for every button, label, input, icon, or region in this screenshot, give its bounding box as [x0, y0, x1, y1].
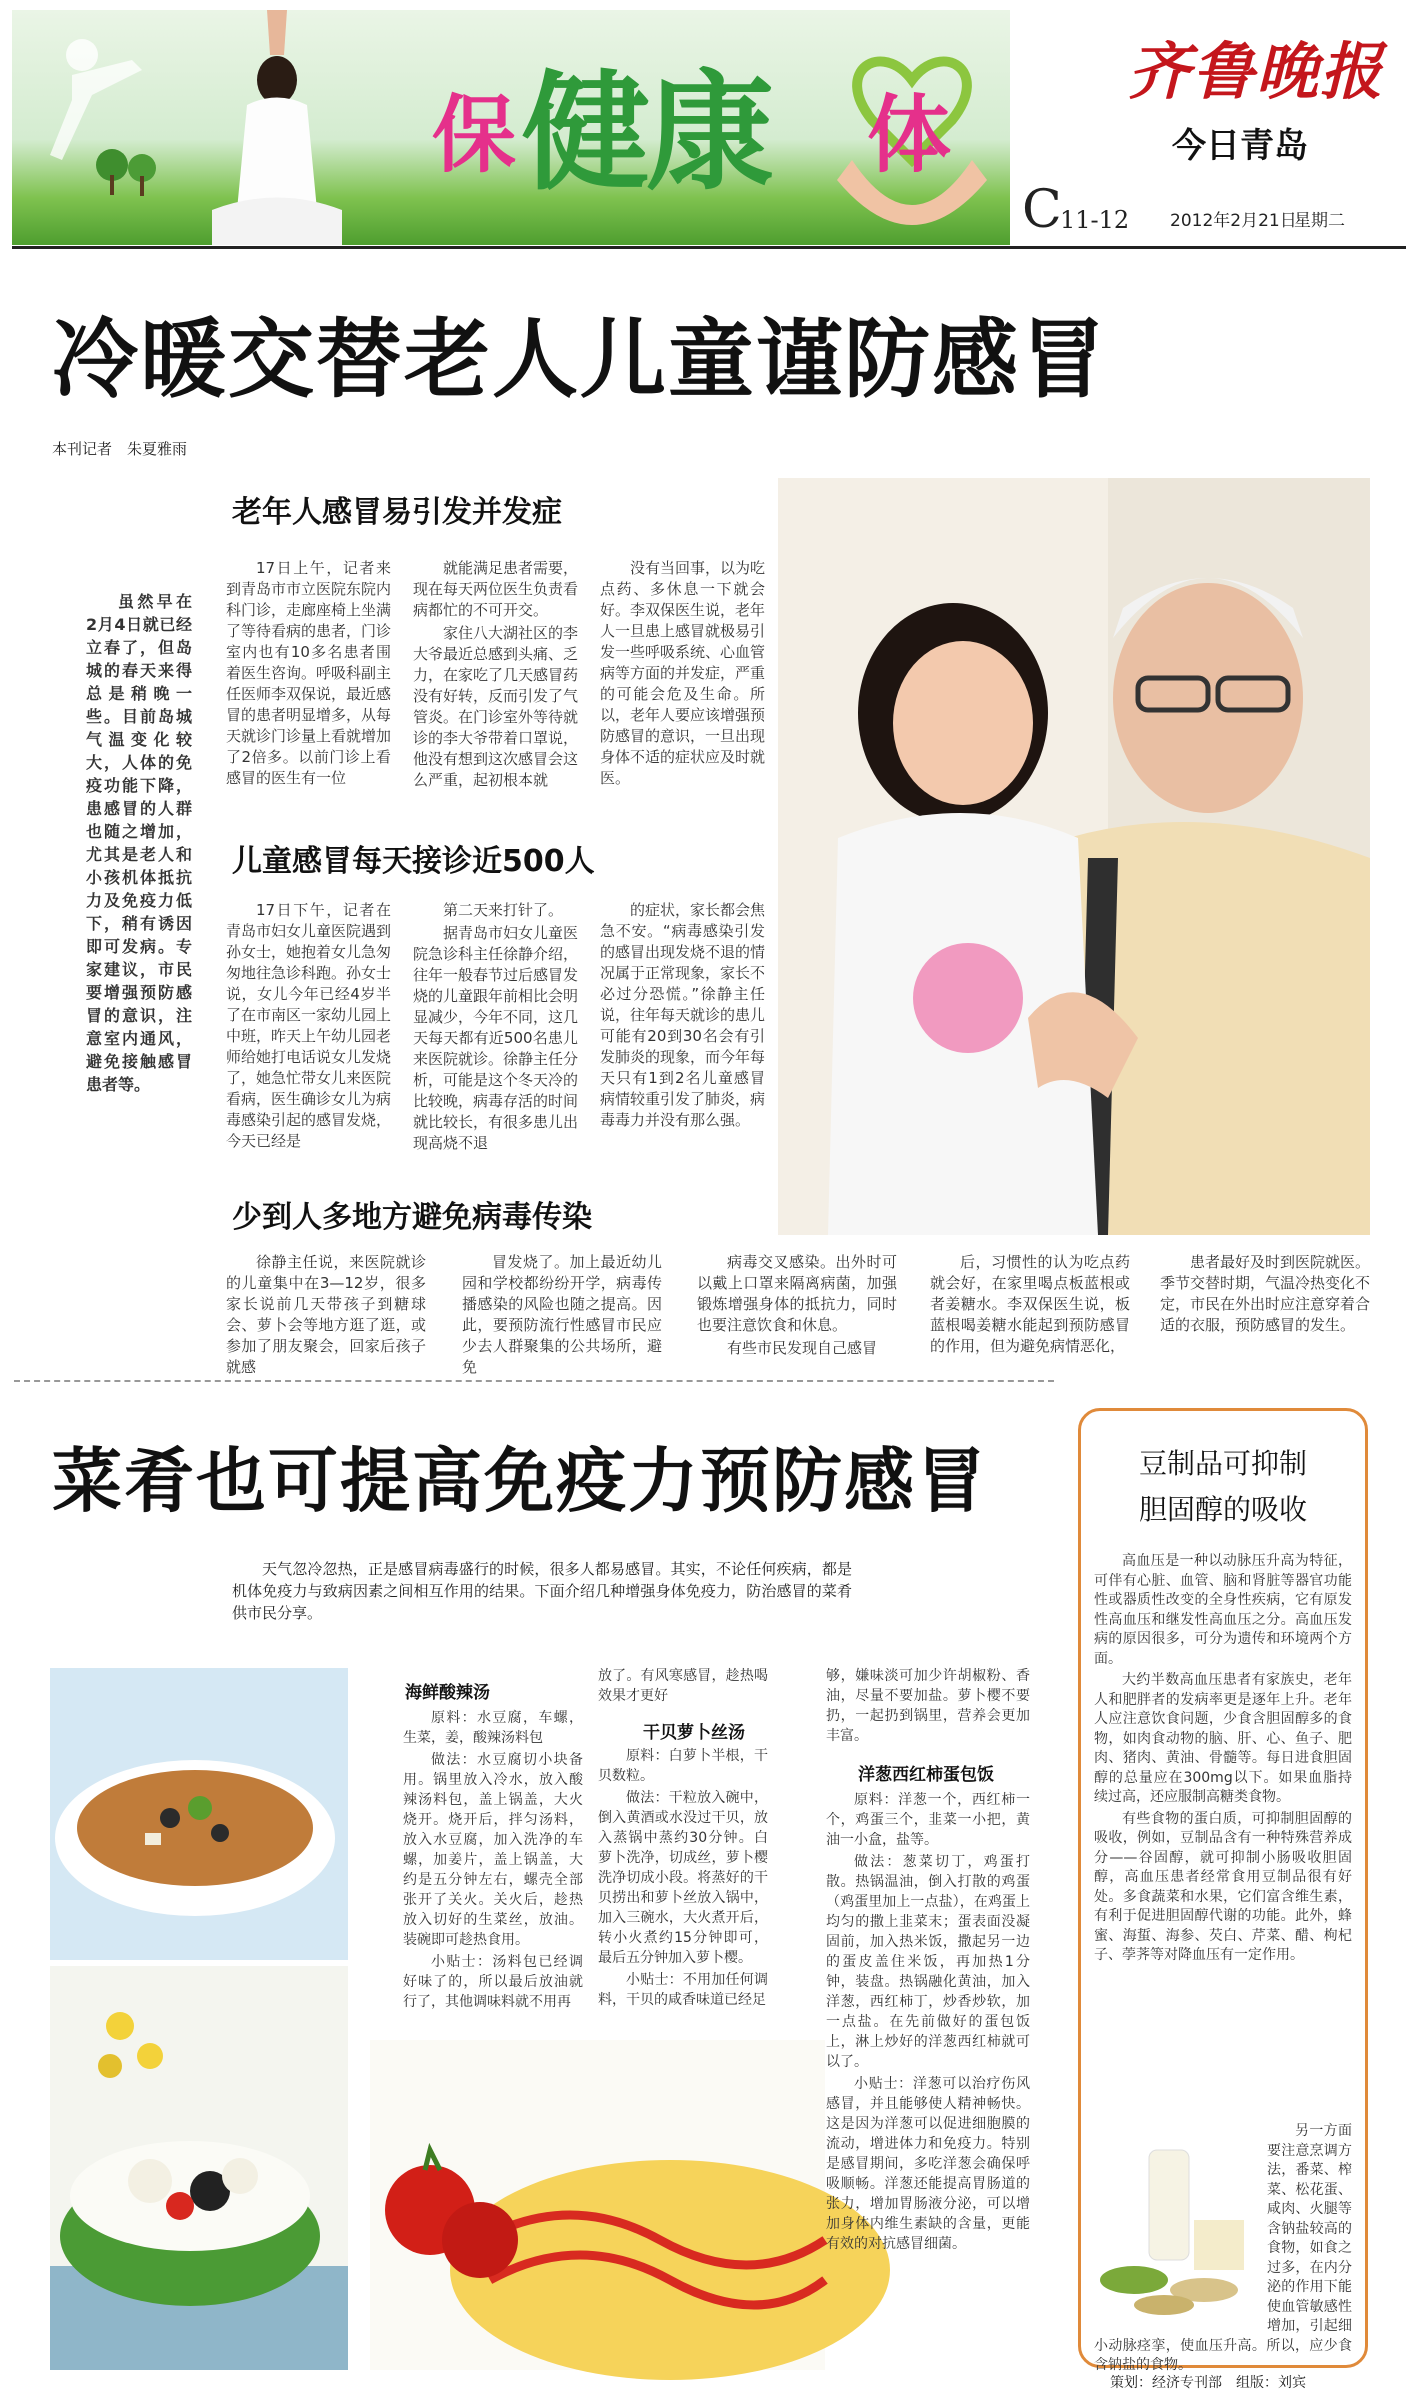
article1-headline: 冷暖交替老人儿童谨防感冒: [52, 310, 1108, 410]
article1-sub3-col1: 徐静主任说，来医院就诊的儿童集中在3—12岁，很多家长说前几天带孩子到糖球会、萝卜会等地方逛了逛，或参加了朋友聚会，回家后孩子就感: [226, 1253, 426, 1376]
recipe2-method: 做法：干粒放入碗中，倒入黄酒或水没过干贝，放入蒸锅中蒸约30分钟。白萝卜洗净，切成丝，萝卜樱洗净切成小段。将蒸好的干贝捞出和萝卜丝放入锅中，加入三碗水，大火煮开后，转小火煮约15分钟即可，最后五分钟加入萝卜樱。: [598, 1790, 768, 1966]
recipe3-tip: 小贴士：洋葱可以治疗伤风感冒，并且能够使人精神畅快。这是因为洋葱可以促进细胞膜的流动，增进体力和免疫力。特别是感冒期间，多吃洋葱会确保呼吸顺畅。洋葱还能提高胃肠道的张力，增加胃肠液分泌，可以增加身体内维生素缺的含量，更能有效的对抗感冒细菌。: [826, 2076, 1030, 2252]
sidebar-title-line1: 豆制品可抑制: [1138, 1447, 1307, 1480]
grandfather-granddaughter-photo: [778, 478, 1370, 1235]
article1-sub3-col2: 冒发烧了。加上最近幼儿园和学校都纷纷开学，病毒传播感染的风险也随之提高。因此，要预防流行性感冒市民应少去人群聚集的公共场所，避免: [462, 1253, 662, 1376]
recipe2-tip-continued: 够，嫌味淡可加少许胡椒粉、香油，尽量不要加盐。萝卜樱不要扔，一起扔到锅里，营养会更加丰富。: [826, 1668, 1030, 1744]
edition-name: 今日青岛: [1172, 126, 1308, 166]
article1-subhead-crowds: 少到人多地方避免病毒传染: [232, 1200, 592, 1235]
article1-sub1-col3: 没有当回事，以为吃点药、多休息一下就会好。李双保医生说，老年人一旦患上感冒就极易引发一些呼吸系统、心血管病等方面的并发症，严重的可能会危及生命。所以，老年人要应该增强预防感冒的意识，一旦出现身体不适的症状应及时就医。: [600, 559, 766, 787]
article1-sub3-col3: 病毒交叉感染。出外时可以戴上口罩来隔离病菌，加强锻炼增强身体的抵抗力，同时也要注意饮食和休息。 有些市民发现自己感冒: [697, 1253, 897, 1357]
recipe1-tip: 小贴士：汤料包已经调好味了的，所以最后放油就行了，其他调味料就不用再: [403, 1954, 583, 2010]
omelette-rice-photo: [370, 2040, 825, 2370]
article1-byline: 本刊记者 朱夏雅雨: [52, 440, 188, 458]
recipe1-method: 做法：水豆腐切小块备用。锅里放入冷水，放入酸辣汤料包，盖上锅盖，大火烧开。烧开后，拌匀汤料，放入水豆腐，加入洗净的车螺，加姜片，盖上锅盖，大约是五分钟左右，螺壳全部张开了关火。关火后，趁热放入切好的生菜丝，放油。装碗即可趁热食用。: [403, 1752, 583, 1948]
sidebar-soy-image: [1094, 2130, 1259, 2330]
article1-sub2-col2: 第二天来打针了。 据青岛市妇女儿童医院急诊科主任徐静介绍，往年一般春节过后感冒发烧的儿童跟年前相比会明显减少，今年不同，这几天每天都有近500名患儿来医院就诊。徐静主任分析，可能是这个冬天冷的比较晚，病毒存活的时间就比较长，有很多患儿出现高烧不退: [413, 901, 579, 1152]
section-divider: [14, 1380, 1054, 1382]
article1-sub3-col5: 患者最好及时到医院就医。季节交替时期，气温冷热变化不定，市民在外出时应注意穿着合适的衣服，预防感冒的发生。: [1160, 1253, 1371, 1334]
article1-subhead-children: 儿童感冒每天接诊近500人: [232, 844, 595, 879]
article2-headline: 菜肴也可提高免疫力预防感冒: [52, 1440, 988, 1522]
issue-weekday: 星期二: [1294, 211, 1345, 231]
banner-ti-text: 体: [867, 86, 952, 184]
yoga-figure-image: [192, 10, 362, 245]
article1-subhead-elderly: 老年人感冒易引发并发症: [232, 495, 562, 530]
recipe3-method: 做法：葱菜切丁，鸡蛋打散。热锅温油，倒入打散的鸡蛋（鸡蛋里加上一点盐），在鸡蛋上均匀的撒上韭菜末；蛋表面没凝固前，加入热米饭，撒起另一边的蛋皮盖住米饭，再加热1分钟，装盘。热锅融化黄油，加入洋葱，西红柿丁，炒香炒软，加一点盐。在先前做好的蛋包饭上，淋上炒好的洋葱西红柿就可以了。: [826, 1854, 1030, 2070]
masthead-banner: [12, 10, 1010, 245]
sidebar-body-wrap: 另一方面要注意烹调方法，番菜、榨菜、松花蛋、咸肉、火腿等含钠盐较高的食物，如食之过多，在内分泌的作用下能使血管敏感性增加，引起细小动脉痉挛，使血压升高。所以，应少食含钠盐的食物。: [1094, 2123, 1352, 2373]
masthead-rule: [12, 246, 1406, 249]
article1-sub2-col3: 的症状，家长都会焦急不安。“病毒感染引发的感冒出现发烧不退的情况属于正常现象，家长不必过分恐慌。”徐静主任说，往年每天就诊的患儿可能有20到30名会有引发肺炎的现象，而今年每天只有1到2名儿童感冒病情较重引发了肺炎，病毒毒力并没有那么强。: [600, 901, 766, 1129]
recipe1-title: 海鲜酸辣汤: [405, 1683, 490, 1703]
banner-jiankang-text: 健康: [522, 59, 771, 208]
article1-sub2-col1: 17日下午，记者在青岛市妇女儿童医院遇到孙女士，她抱着女儿急匆匆地往急诊科跑。孙女士说，女儿今年已经4岁半了在市南区一家幼儿园上中班，昨天上午幼儿园老师给她打电话说女儿发烧了，她急忙带女儿来医院看病，医生确诊女儿为病毒感染引起的感冒发烧，今天已经是: [226, 901, 392, 1150]
credits: 策划：经济专刊部 组版：刘宾: [1110, 2375, 1306, 2391]
recipe2-body: [598, 1746, 768, 2036]
paper-name: 齐鲁晚报: [1128, 35, 1385, 108]
sidebar-title-line2: 胆固醇的吸收: [1138, 1493, 1307, 1526]
banner-bao-text: 保: [432, 86, 517, 184]
recipe3-title: 洋葱西红柿蛋包饭: [858, 1765, 994, 1785]
recipe3-ingredients: 原料：洋葱一个，西红柿一个，鸡蛋三个，韭菜一小把，黄油一小盒，盐等。: [826, 1792, 1030, 1848]
article2-intro: 天气忽冷忽热，正是感冒病毒盛行的时候，很多人都易感冒。其实，不论任何疾病，都是机体免疫力与致病因素之间相互作用的结果。下面介绍几种增强身体免疫力，防治感冒的菜肴供市民分享。: [232, 1560, 852, 1622]
trees-image: [92, 140, 172, 200]
article1-sub1-col1: 17日上午，记者来到青岛市市立医院东院内科门诊，走廊座椅上坐满了等待看病的患者，门诊室内也有10多名患者围着医生咨询。呼吸科副主任医师李双保说，最近感冒的患者明显增多，从每天就诊门诊量上看就增加了2倍多。以前门诊上看感冒的医生有一位: [226, 559, 392, 787]
page-number: 11-12: [1060, 206, 1130, 234]
article1-lead: 虽然早在2月4日就已经立春了，但岛城的春天来得总是稍晚一些。目前岛城气温变化较大，人体的免疫功能下降，患感冒的人群也随之增加，尤其是老人和小孩机体抵抗力及免疫力低下，稍有诱因即可发病。专家建议，市民要增强预防感冒的意识，注意室内通风，避免接触感冒患者等。: [86, 592, 192, 1094]
sidebar-body: 高血压是一种以动脉压升高为特征，可伴有心脏、血管、脑和肾脏等器官功能性或器质性改变的全身性疾病，它有原发性高血压和继发性高血压之分。高血压发病的原因很多，可分为遗传和环境两个方面。 大约半数高血压患者有家族史，老年人和肥胖者的发病率更是逐年上升。老年人应注意饮食问题，少食含胆固醇多的食物，如肉食动物的脑、肝、心、鱼子、肥肉、猪肉、黄油、骨髓等。每日进食胆固醇的总量应在300mg以下。如果血脂持续过高，还应服制高糖类食物。 有些食物的蛋白质，可抑制胆固醇的吸收，例如，豆制品含有一种特殊营养成分——谷固醇，就可抑制小肠吸收胆固醇，高血压患者经常食用豆制品很有好处。多食蔬菜和水果，它们富含维生素，有利于促进胆固醇代谢的功能。此外，蜂蜜、海蜇、海参、芡白、芹菜、醋、枸杞子、荸荠等对降血压有一定作用。: [1094, 1553, 1352, 1963]
article1-sub3-col4: 后，习惯性的认为吃点药就会好，在家里喝点板蓝根或者姜糖水。李双保医生说，板蓝根喝姜糖水能起到预防感冒的作用，但为避免病情恶化，: [930, 1253, 1130, 1355]
recipe2-tip: 小贴士：不用加任何调料，干贝的咸香味道已经足: [598, 1972, 768, 2008]
page-code-letter: C: [1022, 180, 1062, 240]
hot-sour-soup-photo: [50, 1668, 348, 1960]
recipe1-ingredients: 原料：水豆腐，车螺，生菜，姜，酸辣汤料包: [403, 1710, 583, 1746]
article1-sub1-col2: 就能满足患者需要，现在每天两位医生负责看病都忙的不可开交。 家住八大湖社区的李大爷最近总感到头痛、乏力，在家吃了几天感冒药没有好转，反而引发了气管炎。在门诊室外等待就诊的李大爷带着口罩说，他没有想到这次感冒会这么严重，起初根本就: [413, 559, 579, 789]
recipe1-body: [403, 1708, 583, 2038]
recipe2-ingredients: 原料：白萝卜半根，干贝数粒。: [598, 1748, 768, 1784]
recipe3-body: [826, 1790, 1030, 2350]
recipe1-tip-continued: 放了。有风寒感冒，趁热喝效果才更好: [598, 1668, 768, 1704]
radish-scallop-dish-photo: [50, 1966, 348, 2370]
recipe2-title: 干贝萝卜丝汤: [643, 1723, 745, 1743]
issue-date: 2012年2月21日: [1170, 211, 1297, 231]
